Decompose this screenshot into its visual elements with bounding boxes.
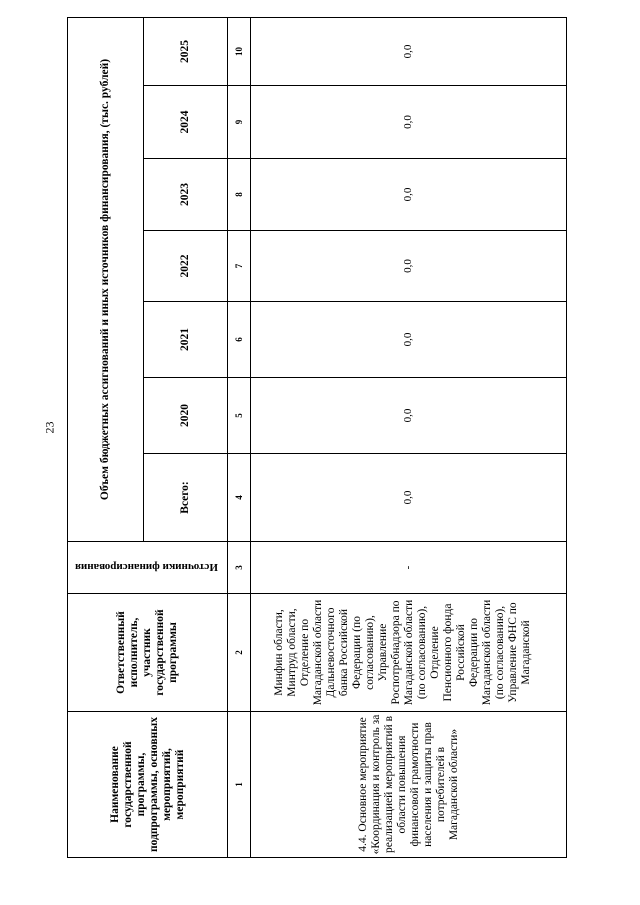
header-year-2025: 2025 — [144, 17, 228, 85]
header-executor: Ответственный исполнитель, участник государственной программы — [68, 594, 228, 712]
header-total: Всего: — [144, 454, 228, 542]
value-2024: 0,0 — [251, 86, 567, 159]
funding-source-value: - — [251, 542, 567, 594]
value-2021: 0,0 — [251, 302, 567, 378]
value-2020: 0,0 — [251, 378, 567, 454]
header-funding-source-text: Источники финансирования — [74, 561, 218, 574]
value-2022: 0,0 — [251, 231, 567, 302]
rotated-table-container — [67, 18, 567, 858]
header-program-name: Наименование государственной программы, подпрограммы, основных мероприятий, мероприятий — [68, 712, 228, 858]
value-2023: 0,0 — [251, 159, 567, 231]
executor-cell — [251, 594, 567, 712]
header-year-2023: 2023 — [144, 159, 228, 231]
column-number-5: 5 — [228, 378, 251, 454]
header-funding-volume: Объем бюджетных ассигнований и иных источников финансирования, (тыс. рублей) — [68, 17, 144, 541]
column-number-9: 9 — [228, 86, 251, 159]
column-number-8: 8 — [228, 159, 251, 231]
value-2025: 0,0 — [251, 17, 567, 85]
column-number-6: 6 — [228, 302, 251, 378]
column-number-2: 2 — [228, 594, 251, 712]
header-funding-source — [68, 542, 228, 594]
budget-table — [67, 17, 567, 858]
column-number-1: 1 — [228, 712, 251, 858]
executor-list: Минфин области, Минтруд области, Отделение по Магаданской области Дальневосточного банка Российской Федерации (по согласованию), Управление Роспотребнадзора по Магаданской области (по согласованию), Отделение Пенсионного фонда Российской Федерации по Магаданской области (по согласованию), Управление ФНС по Магаданской — [272, 599, 532, 706]
program-event-name: 4.4. Основное мероприятие «Координация и контроль за реализацией мероприятий в области повышения финансовой грамотности населения и защиты прав потребителей в Магаданской области» — [251, 712, 567, 858]
column-number-4: 4 — [228, 454, 251, 542]
header-year-2020: 2020 — [144, 378, 228, 454]
header-year-2021: 2021 — [144, 302, 228, 378]
header-year-2022: 2022 — [144, 231, 228, 302]
header-year-2024: 2024 — [144, 86, 228, 159]
column-number-10: 10 — [228, 17, 251, 85]
total-value: 0,0 — [251, 454, 567, 542]
page-number: 23 — [42, 421, 57, 434]
column-number-7: 7 — [228, 231, 251, 302]
column-number-3: 3 — [228, 542, 251, 594]
